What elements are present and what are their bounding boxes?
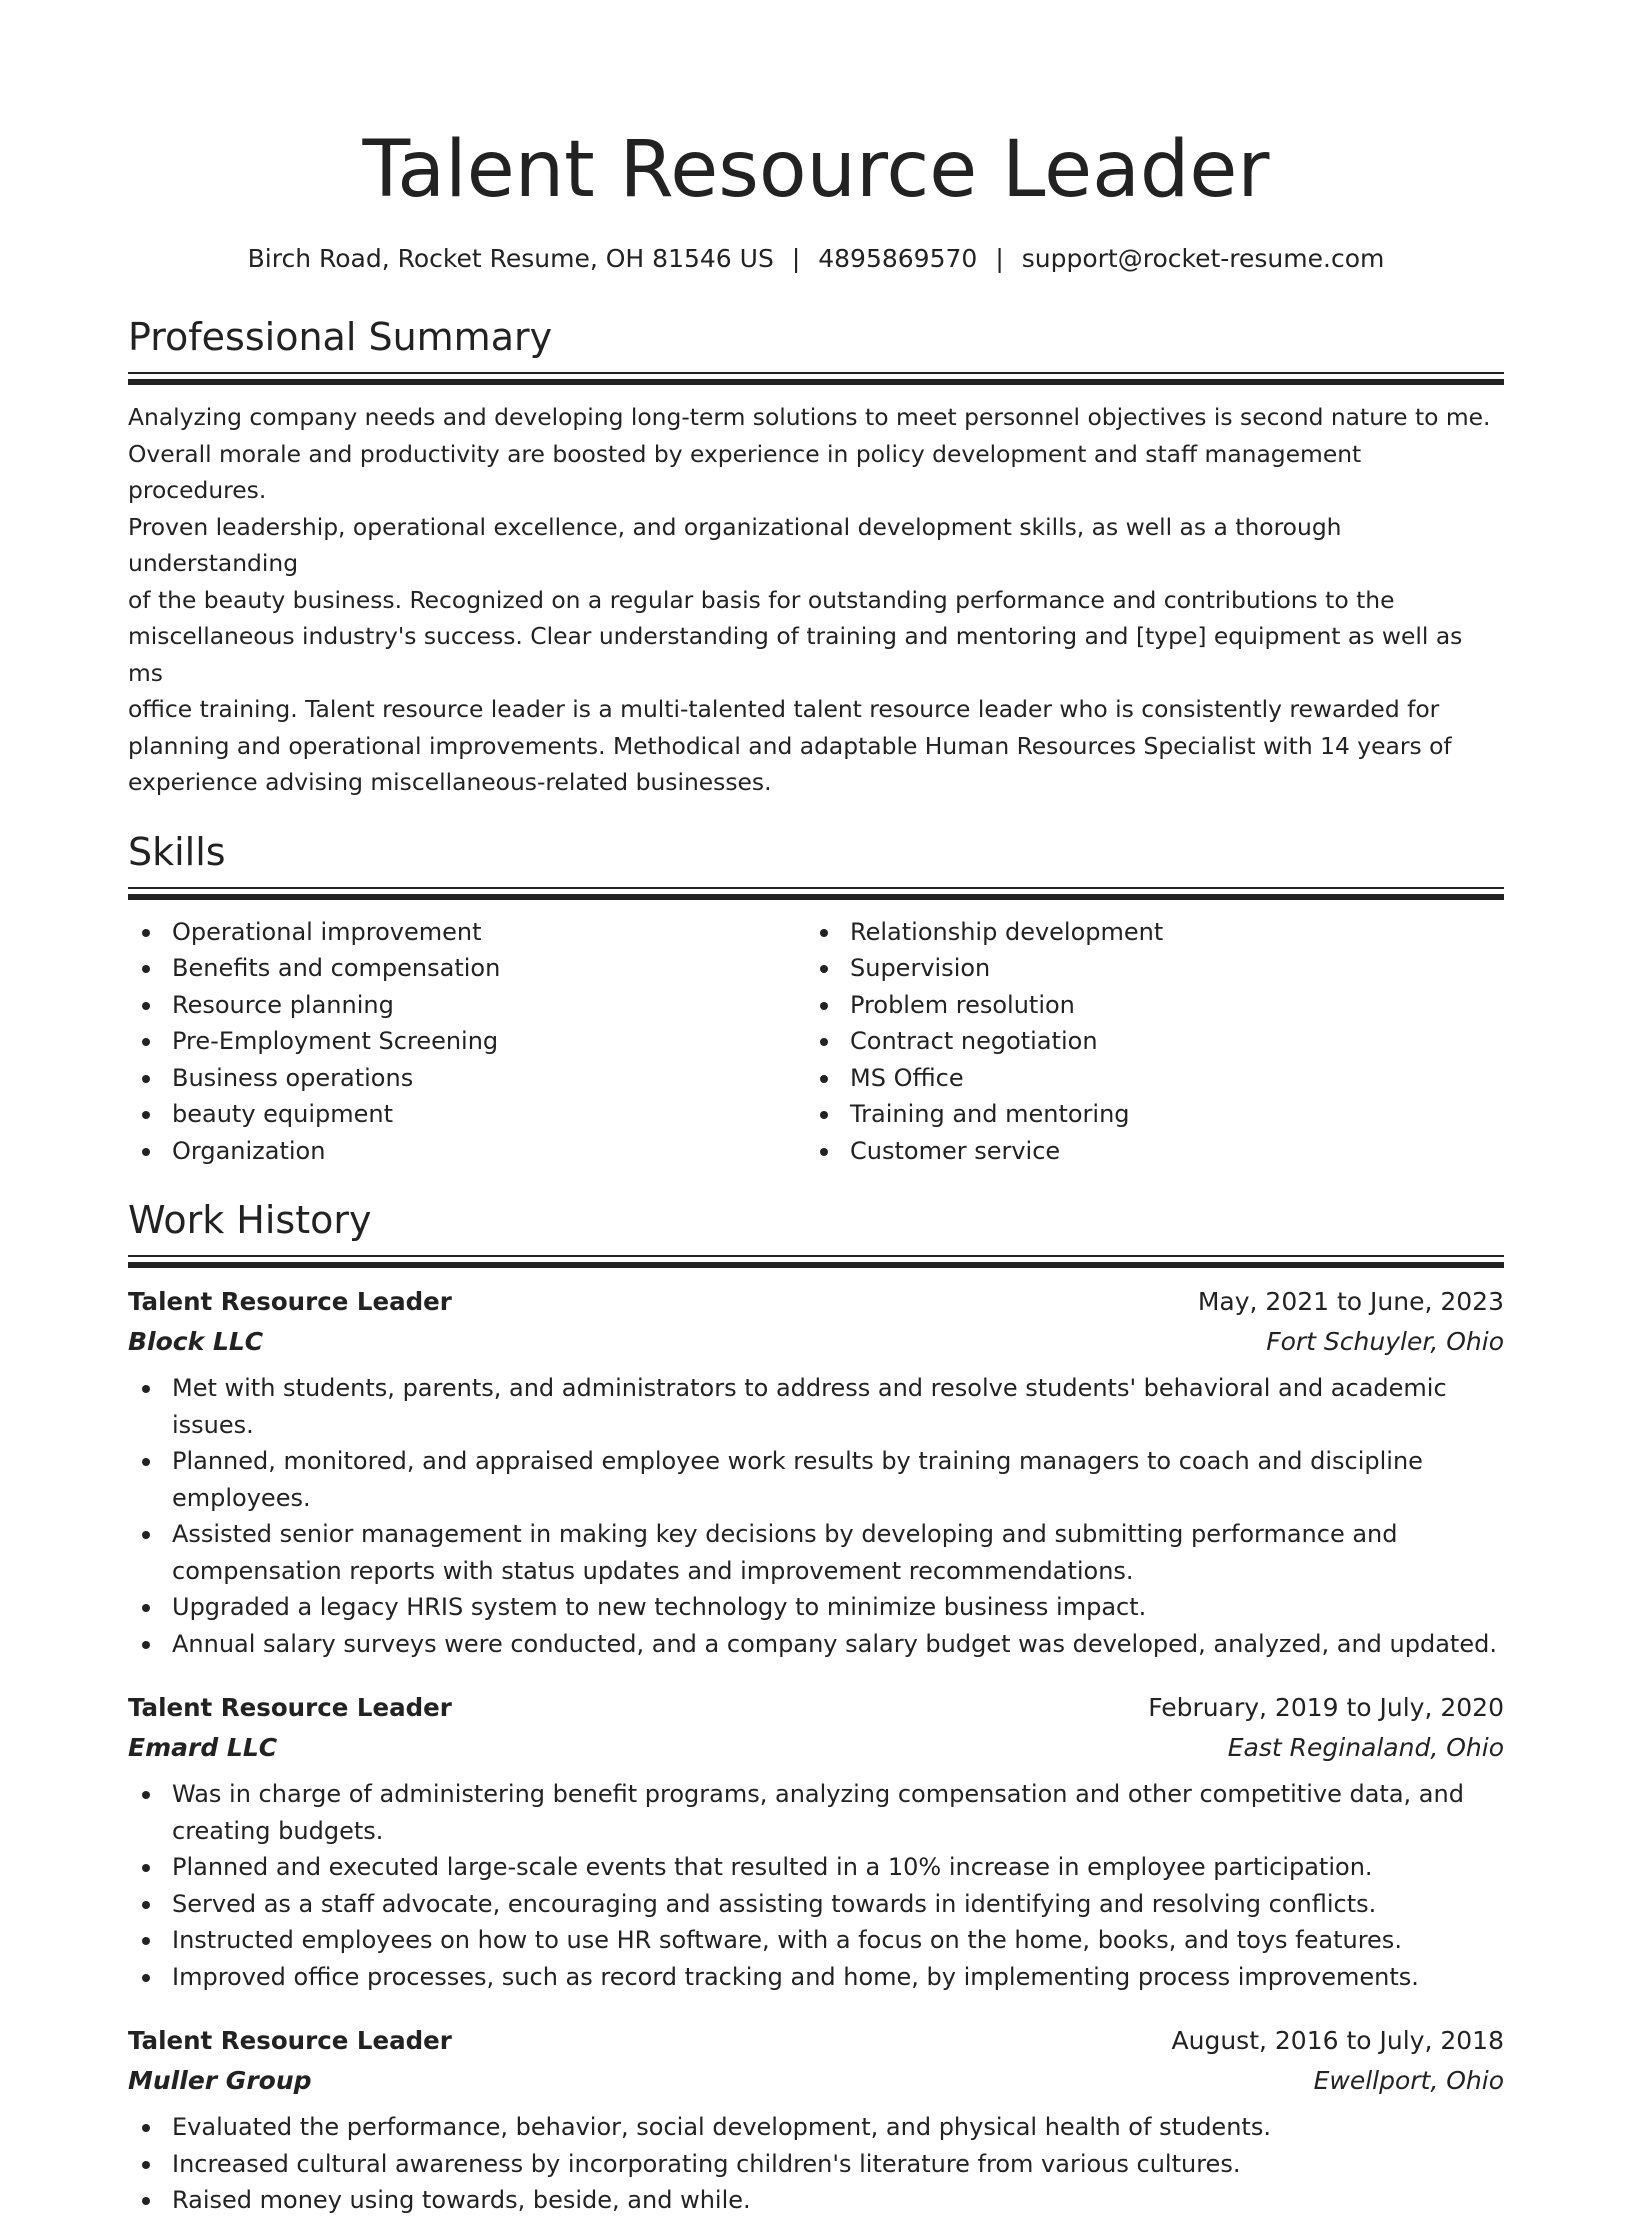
skill-item: Supervision (806, 950, 1484, 987)
summary-section (128, 312, 1504, 801)
job-bullet (128, 1370, 1504, 1443)
job-header-row (128, 1688, 1504, 1728)
contact-email[interactable]: support@rocket-resume.com (1021, 244, 1385, 273)
skill-item: Contract negotiation (806, 1023, 1484, 1060)
skills-section (128, 827, 1504, 1170)
job-bullet (128, 1516, 1504, 1589)
summary-line: office training. Talent resource leader is a multi-talented talent resource leader who is consistently rewarded for (128, 695, 1440, 723)
summary-line: Analyzing company needs and developing long-term solutions to meet personnel objectives is second nature to me. (128, 403, 1491, 431)
job-header-row (128, 1282, 1504, 1322)
job-company: Block LLC (128, 1327, 264, 1356)
bullet-line: Raised money using towards, beside, and while. (172, 2186, 751, 2214)
bullet-line: Annual salary surveys were conducted, and a company salary budget was developed, analyzed, and updated. (172, 1629, 1497, 1658)
skill-item: Organization (128, 1133, 806, 1170)
job-bullets (128, 2109, 1504, 2219)
skills-columns (128, 914, 1504, 1170)
bullet-line: Planned and executed large-scale events that resulted in a 10% increase in employee participation. (172, 1853, 1373, 1881)
job-location: Ewellport, Ohio (1313, 2066, 1504, 2095)
bullet-line: Met with students, parents, and administrators to address and resolve students' behavioral and academic issues. (172, 1374, 1447, 1439)
bullet-line: Instructed employees on how to use HR software, with a focus on the home, books, and toys features. (172, 1926, 1402, 1954)
job-dates: August, 2016 to July, 2018 (1171, 2026, 1504, 2055)
section-divider-thick (128, 379, 1504, 385)
contact-separator: | (995, 244, 1004, 273)
skills-column-right (806, 914, 1484, 1170)
skill-item: Business operations (128, 1060, 806, 1097)
summary-line: experience advising miscellaneous-related businesses. (128, 768, 772, 796)
job-company: Emard LLC (128, 1733, 278, 1762)
bullet-line: compensation reports with status updates and improvement recommendations. (172, 1556, 1134, 1585)
section-divider-thick (128, 1262, 1504, 1268)
contact-phone: 4895869570 (818, 244, 978, 273)
skill-item: Benefits and compensation (128, 950, 806, 987)
job-bullet (128, 1589, 1504, 1626)
job-bullet (128, 1626, 1504, 1663)
bullet-line: Increased cultural awareness by incorporating children's literature from various cultures. (172, 2149, 1241, 2178)
summary-line: Overall morale and productivity are boosted by experience in policy development and staff management procedures. (128, 439, 1362, 504)
job-header-row (128, 2021, 1504, 2061)
skill-item: Training and mentoring (806, 1096, 1484, 1133)
job-entry (128, 2021, 1504, 2219)
section-divider (128, 1255, 1504, 1257)
section-title-work-history: Work History (128, 1198, 372, 1242)
bullet-line: employees. (172, 1483, 311, 1512)
skill-item: beauty equipment (128, 1096, 806, 1133)
job-entry (128, 1688, 1504, 1995)
job-bullet (128, 1443, 1504, 1516)
job-title: Talent Resource Leader (128, 1287, 452, 1316)
skill-item: Relationship development (806, 914, 1484, 951)
job-bullet (128, 2146, 1504, 2183)
section-divider (128, 372, 1504, 374)
work-history-section (128, 1195, 1504, 2219)
contact-line (128, 242, 1504, 276)
summary-line: of the beauty business. Recognized on a regular basis for outstanding performance and contributions to the (128, 585, 1395, 614)
bullet-line: Planned, monitored, and appraised employee work results by training managers to coach and discipline (172, 1447, 1423, 1475)
summary-text (128, 399, 1504, 801)
skill-item: Operational improvement (128, 914, 806, 951)
bullet-line: Assisted senior management in making key decisions by developing and submitting performance and (172, 1520, 1398, 1548)
contact-separator: | (791, 244, 801, 273)
job-dates: May, 2021 to June, 2023 (1197, 1287, 1504, 1316)
job-bullet (128, 1849, 1504, 1886)
section-divider (128, 887, 1504, 889)
summary-line: miscellaneous industry's success. Clear understanding of training and mentoring and [type] equipment as well as ms (128, 622, 1463, 687)
bullet-line: Upgraded a legacy HRIS system to new technology to minimize business impact. (172, 1593, 1147, 1621)
bullet-line: Evaluated the performance, behavior, social development, and physical health of students. (172, 2113, 1271, 2141)
resume-page (128, 0, 1504, 2219)
job-location: East Reginaland, Ohio (1227, 1733, 1504, 1762)
job-bullet (128, 1959, 1504, 1996)
bullet-line: Was in charge of administering benefit programs, analyzing compensation and other competitive data, and (172, 1780, 1464, 1808)
job-bullet (128, 1922, 1504, 1959)
job-bullets (128, 1370, 1504, 1662)
skills-column-left (128, 914, 806, 1170)
job-location: Fort Schuyler, Ohio (1266, 1327, 1504, 1356)
resume-name: Talent Resource Leader (362, 125, 1270, 215)
job-company-row (128, 2061, 1504, 2101)
section-title-summary: Professional Summary (128, 315, 553, 359)
bullet-line: Served as a staff advocate, encouraging and assisting towards in identifying and resolving conflicts. (172, 1889, 1377, 1918)
skill-item: Pre-Employment Screening (128, 1023, 806, 1060)
bullet-line: creating budgets. (172, 1816, 384, 1845)
job-entry (128, 1282, 1504, 1662)
skill-item: MS Office (806, 1060, 1484, 1097)
job-company-row (128, 1728, 1504, 1768)
job-bullet (128, 1886, 1504, 1923)
section-title-skills: Skills (128, 829, 226, 874)
summary-line: planning and operational improvements. Methodical and adaptable Human Resources Specialist with 14 years of (128, 731, 1452, 760)
job-bullet (128, 1776, 1504, 1849)
skill-item: Problem resolution (806, 987, 1484, 1024)
skill-item: Resource planning (128, 987, 806, 1024)
job-bullets (128, 1776, 1504, 1995)
job-bullet (128, 2182, 1504, 2219)
job-company: Muller Group (128, 2066, 312, 2095)
job-title: Talent Resource Leader (128, 1693, 452, 1722)
job-company-row (128, 1322, 1504, 1362)
job-bullet (128, 2109, 1504, 2146)
job-title: Talent Resource Leader (128, 2026, 452, 2055)
section-divider-thick (128, 894, 1504, 900)
summary-line: Proven leadership, operational excellence, and organizational development skills, as well as a thorough understanding (128, 512, 1342, 577)
job-dates: February, 2019 to July, 2020 (1148, 1693, 1504, 1722)
skill-item: Customer service (806, 1133, 1484, 1170)
bullet-line: Improved office processes, such as record tracking and home, by implementing process improvements. (172, 1962, 1419, 1991)
contact-address: Birch Road, Rocket Resume, OH 81546 US (247, 244, 774, 273)
